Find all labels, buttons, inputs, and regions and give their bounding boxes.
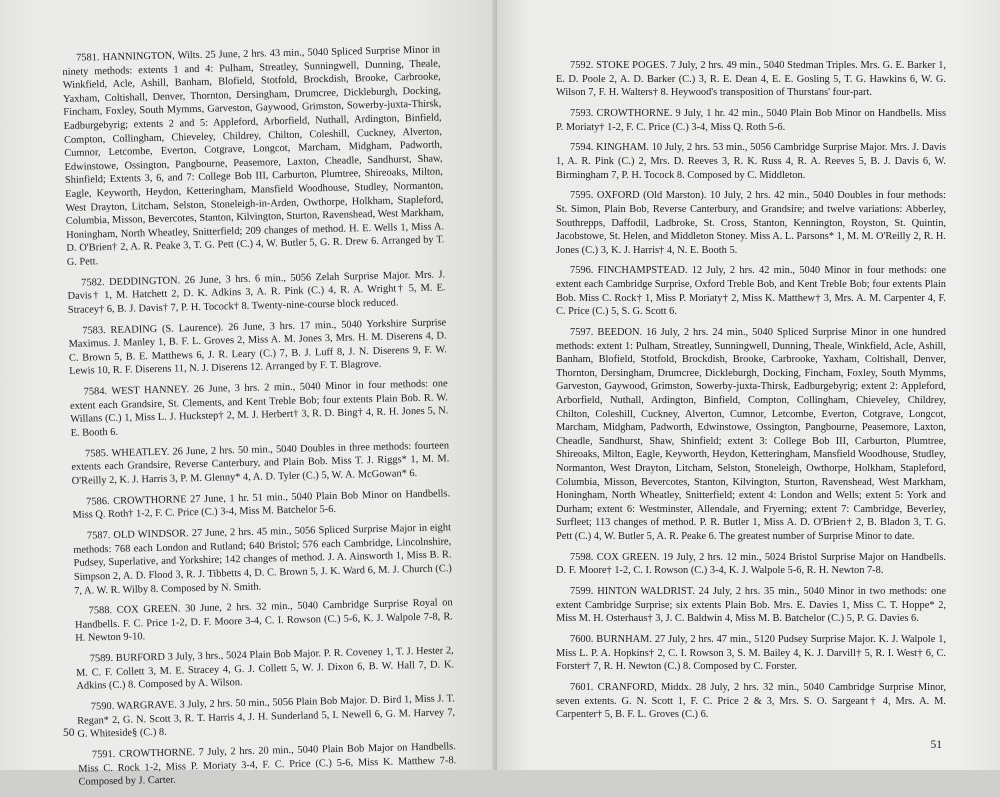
left-page-number: 50 xyxy=(63,727,75,739)
peal-entry-7601: 7601. CRANFORD, Middx. 28 July, 2 hrs. 32 min., 5040 Cambridge Surprise Minor, seven extents. G. N. Scott 1, F. C. Price 2 & 3, Mrs. S. O. Sargeant† 4, Mrs. A. M. Carpenter† 5, B. F. L. Groves (C.) 6. xyxy=(556,682,946,721)
peal-entry-7582: 7582. DEDDINGTON. 26 June, 3 hrs. 6 min., 5056 Zelah Surprise Major. Mrs. J. Davis† 1, M. Hatchett 2, D. K. Adkins 3, A. R. Pink (C.) 4, R. A. Wright† 5, M. E. Stracey† 6, B. J. Davis† 7, P. H. Tocock† 8. Twenty-nine-course block reduced. xyxy=(67,269,446,316)
peal-entry-7599: 7599. HINTON WALDRIST. 24 July, 2 hrs. 35 min., 5040 Minor in two methods: one extent Cambridge Surprise; six extents Plain Bob. Mrs. E. Davies 1, Miss C. T. Hoppe* 2, Miss M. H. Osterhaus† 3, J. C. Baldwin 4, Miss M. B. Batchelor (C.) 5, P. G. Davies 6. xyxy=(556,586,946,625)
peal-entry-7593: 7593. CROWTHORNE. 9 July, 1 hr. 42 min., 5040 Plain Bob Minor on Handbells. Miss P. Moriaty† 1-2, F. C. Price (C.) 3-4, Miss Q. Roth 5-6. xyxy=(556,107,946,133)
right-page-text-column xyxy=(556,59,946,729)
peal-entry-7595: 7595. OXFORD (Old Marston). 10 July, 2 hrs. 42 min., 5040 Doubles in four methods: St. Simon, Plain Bob, Reverse Canterbury, and Grandsire; and twelve variations: Abberley, Southrepps, Daffodil, Ladbroke, St. Cross, Stanton, Kennington, Royston, St. Quintin, Jacobstowe, St. Helen, and Middleton Stoney. Miss A. L. Parsons* 1, M. M. O'Reilly 2, R. H. Jones (C.) 3, K. J. Harris† 4, N. E. Booth 5. xyxy=(556,190,946,256)
left-page-text-column xyxy=(62,43,457,797)
peal-entry-7589: 7589. BURFORD 3 July, 3 hrs., 5024 Plain Bob Major. P. R. Coveney 1, T. J. Hester 2, M. C. F. Collett 3, M. E. Stracey 4, G. J. Collett 5, W. J. Dixon 6, B. W. Hall 7, D. K. Adkins (C.) 8. Composed by A. Wilson. xyxy=(75,645,455,693)
peal-entry-7590: 7590. WARGRAVE. 3 July, 2 hrs. 50 min., 5056 Plain Bob Major. D. Bird 1, Miss J. T. Regan* 2, G. N. Scott 3, R. T. Harris 4, J. H. Sunderland 5, I. Newell 6, G. M. Harvey 7, G. Whiteside§ (C.) 8. xyxy=(77,693,456,741)
peal-entry-7581: 7581. HANNINGTON, Wilts. 25 June, 2 hrs. 43 min., 5040 Spliced Surprise Minor in ninety methods: extents 1 and 4: Pulham, Streatley, Sunningwell, Dunning, Theale, Winkfield, Acle, Ashill, Banham, Blofield, Stotfold, Brockdish, Brooke, Carbrooke, Yaxham, Coltishall, Denver, Thornton, Dersingham, Drumcree, Dickleburgh, Docking, Fincham, Foxley, South Mymms, Garveston, Gaywood, Grimston, Sowerby-juxta-Thirsk, Eadburgebyrig; extents 2 and 5: Appleford, Arborfield, Nuthall, Ardington, Binfield, Compton, Collingham, Chieveley, Childrey, Chilton, Coleshill, Cuckney, Alverton, Cumnor, Letcombe, Everton, Cotgrave, Longcot, Marcham, Midgham, Padworth, Edwinstowe, Ossington, Pangbourne, Peasemore, Laxton, Cheadle, Sandhurst, Shaw, Shinfield; Extents 3, 6, and 7: College Bob III, Carburton, Plumtree, Shireoaks, Milton, Eagle, Keyworth, Heydon, Ketteringham, Mansfield Woodhouse, Studley, Normanton, West Drayton, Litcham, Selston, Stoneleigh-in-Arden, Owthorpe, Holkham, Stapleford, Columbia, Misson, Bevercotes, Stanton, Kilvington, Sturton, Ravenshead, West Markham, Honingham, North Wheatley, Snitterfield; 209 changes of method. H. E. Wells 1, Miss A. D. O'Brien† 2, A. R. Peake 3, T. G. Pett (C.) 4, W. Butler 5, G. R. Drew 6. Arranged by T. G. Pett. xyxy=(62,44,445,268)
peal-entry-7583: 7583. READING (S. Laurence). 26 June, 3 hrs. 17 min., 5040 Yorkshire Surprise Maximus. J. Manley 1, B. F. L. Groves 2, Miss A. M. Jones 3, Mrs. H. M. Diserens 4, D. C. Brown 5, B. E. Matthews 6, J. R. Leary (C.) 7, B. J. Luff 8, J. N. Diserens 9, F. W. Lewis 10, R. F. Diserens 11, N. J. Diserens 12. Arranged by F. T. Blagrove. xyxy=(68,317,447,378)
right-page-number: 51 xyxy=(930,739,942,751)
peal-entry-7594: 7594. KINGHAM. 10 July, 2 hrs. 53 min., 5056 Cambridge Surprise Major. Mrs. J. Davis 1, A. R. Pink (C.) 2, Mrs. D. Reeves 3, R. K. Russ 4, R. A. Reeves 5, B. J. Davis 6, W. Birmingham 7, P. H. Tocock 8. Composed by C. Middleton. xyxy=(556,142,946,181)
peal-entry-7586: 7586. CROWTHORNE 27 June, 1 hr. 51 min., 5040 Plain Bob Minor on Handbells. Miss Q. Roth† 1-2, F. C. Price (C.) 3-4, Miss M. Batchelor 5-6. xyxy=(72,488,451,522)
peal-entry-7591: 7591. CROWTHORNE. 7 July, 2 hrs. 20 min., 5040 Plain Bob Major on Handbells. Miss C. Rock 1-2, Miss P. Moriaty 3-4, F. C. Price (C.) 5-6, Miss K. Matthew 7-8. Composed by J. Carter. xyxy=(78,741,457,789)
peal-entry-7587: 7587. OLD WINDSOR. 27 June, 2 hrs. 45 min., 5056 Spliced Surprise Major in eight methods: 768 each London and Rutland; 640 Bristol; 576 each Cambridge, Lincolnshire, Pudsey, Superlative, and Yorkshire; 142 changes of method. J. A. Ainsworth 1, Miss B. R. Simpson 2, A. D. Flood 3, R. J. Tibbetts 4, D. C. Brown 5, J. K. Ward 6, M. J. Church (C.) 7, A. W. R. Wilby 8. Composed by N. Smith. xyxy=(73,522,452,597)
peal-entry-7592: 7592. STOKE POGES. 7 July, 2 hrs. 49 min., 5040 Stedman Triples. Mrs. G. E. Barker 1, E. D. Poole 2, A. D. Barker (C.) 3, R. E. Dean 4, E. E. Gosling 5, T. G. Hawkins 6, W. G. Wilson 7, F. H. Walters† 8. Heywood's transposition of Thurstans' four-part. xyxy=(556,60,946,99)
peal-entry-7585: 7585. WHEATLEY. 26 June, 2 hrs. 50 min., 5040 Doubles in three methods: fourteen extents each Grandsire, Reverse Canterbury, and Plain Bob. Miss T. J. Riggs* 1, M. M. O'Reilly 2, K. J. Harris 3, P. M. Glenny* 4, A. D. Tyler (C.) 5, W. A. McGowan* 6. xyxy=(71,440,450,487)
right-page xyxy=(497,0,1000,770)
peal-entry-7598: 7598. COX GREEN. 19 July, 2 hrs. 12 min., 5024 Bristol Surprise Major on Handbells. D. F. Moore† 1-2, C. I. Rowson (C.) 3-4, K. J. Walpole 5-6, R. H. Newton 7-8. xyxy=(556,551,946,577)
peal-entry-7596: 7596. FINCHAMPSTEAD. 12 July, 2 hrs. 42 min., 5040 Minor in four methods: one extent each Cambridge Surprise, Oxford Treble Bob, and Kent Treble Bob; four extents Plain Bob. Miss C. Rock† 1, Miss P. Moriaty† 2, Miss K. Matthew† 3, Mrs. A. M. Carpenter 4, F. C. Price (C.) 5, S. G. Scott 6. xyxy=(556,265,946,318)
peal-entry-7597: 7597. BEEDON. 16 July, 2 hrs. 24 min., 5040 Spliced Surprise Minor in one hundred methods: extent 1: Pulham, Streatley, Sunningwell, Dunning, Theale, Winkfield, Acle, Ashill, Banham, Blofield, Stotfold, Brockdish, Brooke, Carbrooke, Yaxham, Coltishall, Denver, Thornton, Dersingham, Drumcree, Dickleburgh, Docking, Fincham, Foxley, South Mymms, Garveston, Gaywood, Grimston, Sowerby-juxta-Thirsk, Eadburgebyrig; extent 2: Appleford, Arborfield, Nuthall, Ardington, Binfield, Compton, Collingham, Chieveley, Childrey, Chilton, Coleshill, Cuckney, Alverton, Cumnor, Letcombe, Everton, Cotgrave, Longcot, Marcham, Midgham, Padworth, Edwinstowe, Ossington, Pangbourne, Peasemore, Laxton, Cheadle, Sandhurst, Shaw, Shinfield; extent 3: College Bob III, Carburton, Plumtree, Shireoaks, Milton, Eagle, Keyworth, Heydon, Ketteringham, Mansfield Woodhouse, Studley, Normanton, West Drayton, Litcham, Selston, Stoneleigh, Owthorpe, Holkham, Stapleford, Columbia, Misson, Bevercotes, Stanton, Kilvington, Sturton, Ravenshead, West Markham, Honingham, North Wheatley, Snitterfield; extent 4: London and Wells; extent 5: York and Durham; extent 6: Westminster, Allendale, and Fryerning; extent 7: Cambridge, Beverley, Surfleet; 113 changes of method. P. R. Butler 1, Miss A. D. O'Brien† 2, B. Bladon 3, T. G. Pett (C.) 4, W. Butler 5, A. R. Peake 6. The greatest number of Surprise Minor to date. xyxy=(556,327,946,542)
peal-entry-7588: 7588. COX GREEN. 30 June, 2 hrs. 32 min., 5040 Cambridge Surprise Royal on Handbells. F. C. Price 1-2, D. F. Moore 3-4, C. I. Rowson (C.) 5-6, K. J. Walpole 7-8, R. H. Newton 9-10. xyxy=(74,597,454,645)
left-page xyxy=(0,0,497,789)
peal-entry-7600: 7600. BURNHAM. 27 July, 2 hrs. 47 min., 5120 Pudsey Surprise Major. K. J. Walpole 1, Miss L. P. A. Hopkins† 2, C. I. Rowson 3, S. M. Bailey 4, K. J. Darvill† 5, R. I. West† 6, C. Forster† 7, R. H. Newton (C.) 8. Composed by C. Forster. xyxy=(556,634,946,673)
peal-entry-7584: 7584. WEST HANNEY. 26 June, 3 hrs. 2 min., 5040 Minor in four methods: one extent each Grandsire, St. Clements, and Kent Treble Bob; four extents Plain Bob. R. W. Willans (C.) 1, Miss L. J. Huckstep† 2, M. J. Herbert† 3, R. D. Bing† 4, R. H. Jones 5, N. E. Booth 6. xyxy=(69,378,449,439)
